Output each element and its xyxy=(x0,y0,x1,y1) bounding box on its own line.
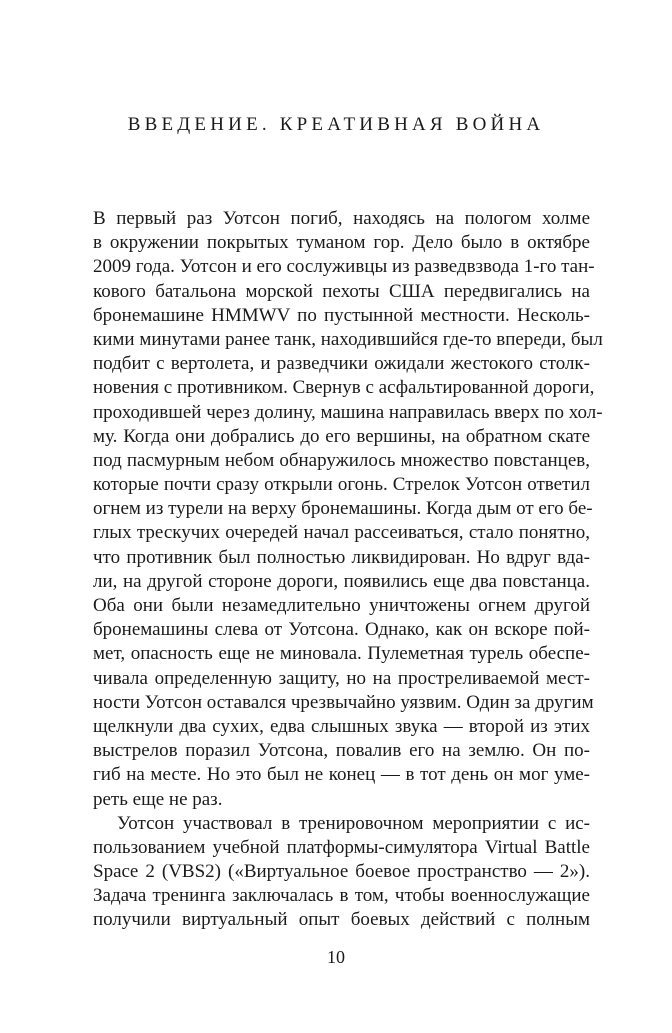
text-line: глых трескучих очередей начал рассеиваться, стало понятно, xyxy=(93,522,590,544)
text-line: ности Уотсон оставался чрезвычайно уязвим. Один за другим xyxy=(93,691,594,713)
text-line: мет, опасность еще не миновала. Пулеметная турель обеспе- xyxy=(93,643,590,665)
text-line: ли, на другой стороне дороги, появились еще два повстанца. xyxy=(93,570,590,592)
text-line: Space 2 (VBS2) («Виртуальное боевое пространство — 2»). xyxy=(93,861,590,883)
text-line: Задача тренинга заключалась в том, чтобы военнослужащие xyxy=(93,885,590,907)
text-line: Уотсон участвовал в тренировочном мероприятии с ис- xyxy=(117,812,590,834)
text-line: новения с противником. Свернув с асфальтированной дороги, xyxy=(93,377,595,399)
text-line: В первый раз Уотсон погиб, находясь на пологом холме xyxy=(93,208,590,229)
text-line: в окружении покрытых туманом гор. Дело было в октябре xyxy=(93,232,590,254)
text-line: гиб на месте. Но это был не конец — в тот день он мог уме- xyxy=(93,764,590,786)
chapter-title: ВВЕДЕНИЕ. КРЕАТИВНАЯ ВОЙНА xyxy=(127,114,545,135)
body-text xyxy=(93,207,603,933)
text-line: подбит с вертолета, и разведчики ожидали жестокого столк- xyxy=(93,353,590,375)
text-line: кового батальона морской пехоты США передвигались на xyxy=(93,280,590,302)
text-line: которые почти сразу открыли огонь. Стрелок Уотсон ответил xyxy=(93,474,590,496)
text-line: 2009 года. Уотсон и его сослуживцы из разведвзвода 1-го тан- xyxy=(93,256,595,278)
text-line: бронемашине HMMWV по пустынной местности. Несколь- xyxy=(93,304,590,326)
text-line: огнем из турели на верху бронемашины. Когда дым от его бе- xyxy=(93,498,593,520)
paragraph-1 xyxy=(93,207,603,812)
text-line: му. Когда они добрались до его вершины, на обратном скате xyxy=(93,425,590,447)
text-line: выстрелов поразил Уотсона, повалив его на землю. Он по- xyxy=(93,740,590,762)
text-line: реть еще не раз. xyxy=(93,788,223,810)
text-line: проходившей через долину, машина направилась вверх по хол- xyxy=(93,401,603,423)
text-line: бронемашины слева от Уотсона. Однако, как он вскоре пой- xyxy=(93,619,590,641)
text-line: Оба они были незамедлительно уничтожены огнем другой xyxy=(93,595,590,616)
text-line: щелкнули два сухих, едва слышных звука — второй из этих xyxy=(93,715,590,737)
text-line: пользованием учебной платформы-симулятора Virtual Battle xyxy=(93,836,590,858)
text-line: чивала определенную защиту, но на простреливаемой мест- xyxy=(93,667,590,689)
paragraph-2 xyxy=(93,812,590,933)
page-number: 10 xyxy=(327,947,345,967)
text-line: что противник был полностью ликвидирован. Но вдруг вда- xyxy=(93,546,590,568)
text-line: под пасмурным небом обнаружилось множество повстанцев, xyxy=(93,449,590,471)
text-line: получили виртуальный опыт боевых действий с полным xyxy=(93,909,590,931)
text-line: кими минутами ранее танк, находившийся где-то впереди, был xyxy=(93,328,603,350)
